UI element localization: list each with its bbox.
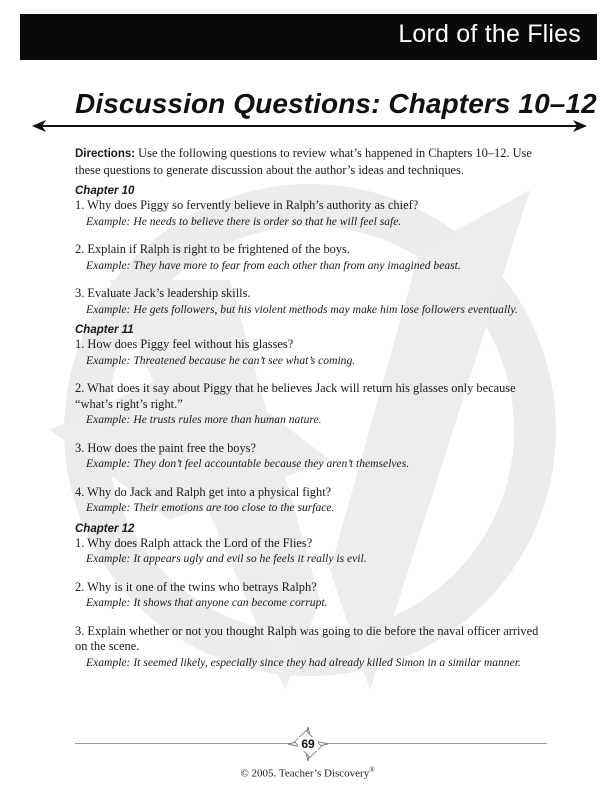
question-number: 2. (75, 381, 85, 395)
header-bar (20, 14, 597, 60)
directions (75, 146, 550, 178)
question-item (75, 580, 550, 611)
question-item (75, 624, 550, 671)
question-item (75, 485, 550, 516)
question-item (75, 198, 550, 229)
example-answer: Example: It appears ugly and evil so he feels it really is evil. (86, 552, 367, 565)
question-number: 1. (75, 337, 85, 351)
copyright-text: © 2005. Teacher’s Discovery (240, 767, 370, 780)
question-text: 4. Why do Jack and Ralph get into a physical fight? (75, 484, 332, 499)
example-answer: Example: They have more to fear from each other than from any imagined beast. (86, 258, 461, 272)
example-answer: Example: He trusts rules more than human nature. (86, 413, 322, 426)
example-answer: Example: It shows that anyone can become corrupt. (86, 596, 328, 609)
question-text: 1. Why does Piggy so fervently believe in Ralph’s authority as chief? (75, 198, 419, 212)
chapter-heading: Chapter 12 (75, 522, 135, 535)
directions-text: Use the following questions to review what’s happened in Chapters 10–12. Use these questions to generate discussion about the author’s ideas and techniques. (75, 146, 532, 177)
book-title: Lord of the Flies (398, 20, 581, 48)
chapter-heading: Chapter 11 (75, 324, 134, 336)
example-answer: Example: Their emotions are too close to the surface. (86, 501, 335, 514)
question-item (75, 536, 550, 567)
question-text: 2. What does it say about Piggy that he believes Jack will return his glasses only because “what’s right’s right.” (75, 381, 516, 411)
question-item (75, 286, 550, 317)
question-item (75, 441, 550, 472)
example-answer: Example: Threatened because he can’t see what’s coming. (86, 353, 356, 367)
question-number: 2. (75, 579, 85, 594)
question-text: 3. Explain whether or not you thought Ralph was going to die before the naval officer arrived on the scene. (75, 623, 539, 653)
question-text: 2. Explain if Ralph is right to be frightened of the boys. (75, 242, 350, 256)
question-number: 1. (75, 198, 85, 212)
question-number: 3. (75, 440, 85, 455)
double-arrow-rule (32, 119, 587, 133)
question-number: 3. (75, 286, 85, 300)
question-item (75, 242, 550, 273)
question-text: 3. Evaluate Jack’s leadership skills. (75, 286, 251, 300)
question-item (75, 337, 550, 368)
content (75, 146, 550, 675)
question-number: 1. (75, 535, 85, 550)
question-number: 3. (75, 623, 85, 638)
question-text: 3. How does the paint free the boys? (75, 440, 257, 455)
question-text: 1. How does Piggy feel without his glasses? (75, 337, 294, 351)
example-answer: Example: They don’t feel accountable because they aren’t themselves. (86, 457, 410, 470)
chapter-heading: Chapter 10 (75, 185, 135, 197)
page-number: 69 (301, 737, 315, 751)
question-number: 4. (75, 484, 85, 499)
question-number: 2. (75, 242, 85, 256)
page-title: Discussion Questions: Chapters 10–12 (75, 88, 597, 119)
copyright (0, 766, 615, 780)
directions-label: Directions: (75, 148, 136, 160)
question-text: 2. Why is it one of the twins who betrays Ralph? (75, 579, 317, 594)
example-answer: Example: He needs to believe there is order so that he will feel safe. (86, 214, 402, 228)
example-answer: Example: He gets followers, but his violent methods may make him lose followers eventually. (86, 302, 518, 316)
registered-mark: ® (369, 766, 375, 774)
question-text: 1. Why does Ralph attack the Lord of the Flies? (75, 535, 313, 550)
question-item (75, 381, 550, 428)
example-answer: Example: It seemed likely, especially since they had already killed Simon in a similar manner. (86, 655, 521, 669)
